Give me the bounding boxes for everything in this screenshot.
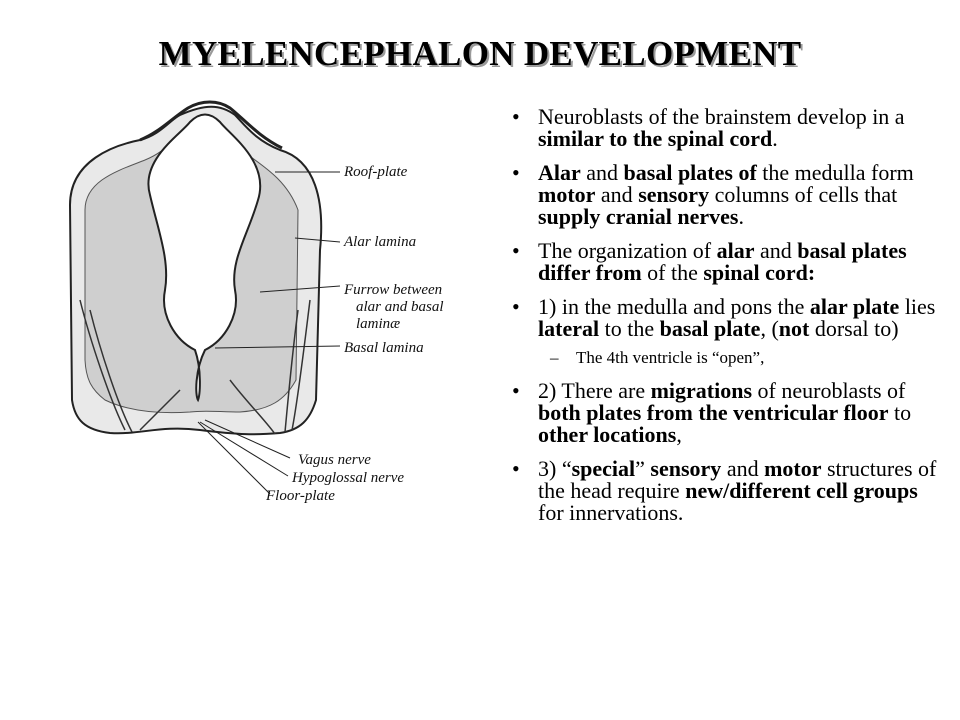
bullet-text: not [778,316,810,341]
bullet-marker: • [512,294,520,319]
bullet-item [508,240,938,284]
bullet-text: for innervations. [538,500,684,525]
bullet-marker: • [512,160,520,185]
bullet-text: lies [899,294,936,319]
bullet-text: and [595,182,639,207]
bullet-text: Alar [538,160,581,185]
bullet-text: migrations [650,378,753,403]
bullet-marker: • [512,238,520,263]
bullet-text: new/different cell groups [685,478,918,503]
sub-bullet-marker: – [550,348,559,367]
bullet-text: other locations [538,422,677,447]
label-basal-lamina: Basal lamina [344,340,424,356]
label-hypoglossal-nerve: Hypoglossal nerve [292,470,405,486]
bullet-text: basal plates differ from [538,238,907,285]
bullet-text: motor [538,182,596,207]
bullet-marker: • [512,104,520,129]
bullet-text: dorsal to) [809,316,899,341]
bullet-list [508,106,938,536]
bullet-item [508,296,938,340]
bullet-text: The organization of [538,238,717,263]
bullet-text: to the [599,316,660,341]
bullet-item [508,458,938,524]
label-alar-lamina: Alar lamina [344,234,417,250]
bullet-text: 2) There are [538,378,651,403]
bullet-text: ” [635,456,651,481]
bullet-text: lateral [538,316,600,341]
bullet-text: 1) in the medulla and pons the [538,294,810,319]
bullet-text: , [676,422,682,447]
bullet-text: alar [716,238,755,263]
bullet-text: , ( [760,316,779,341]
bullet-text: both plates from the ventricular floor [538,400,889,425]
bullet-text: the medulla form [756,160,914,185]
bullet-text: of the [641,260,704,285]
bullet-marker: • [512,378,520,403]
bullet-text: 3) “ [538,456,572,481]
bullet-text: supply cranial nerves [538,204,739,229]
bullet-item [508,106,938,150]
bullet-text: . [772,126,778,151]
bullet-text: motor [764,456,822,481]
label-vagus-nerve: Vagus nerve [298,452,371,468]
bullet-text: Neuroblasts of the brainstem develop in a [538,104,905,129]
sub-bullet-text: The 4th ventricle is “open”, [576,348,765,367]
label-furrow-2: alar and basal [356,299,444,315]
bullet-text: basal plates of [623,160,757,185]
bullet-text: of neuroblasts of [752,378,906,403]
bullet-text: structures of the head require [538,456,937,503]
bullet-text: and [754,238,798,263]
label-floor-plate: Floor-plate [266,488,335,504]
label-furrow-3: laminæ [356,316,401,332]
bullet-text: sensory [638,182,710,207]
label-roof-plate: Roof-plate [344,164,408,180]
bullet-marker: • [512,456,520,481]
myelencephalon-cross-section-diagram [30,100,490,520]
label-furrow-1: Furrow between [344,282,443,298]
bullet-text: . [738,204,744,229]
sub-bullet-item [508,348,938,368]
slide-title: MYELENCEPHALON DEVELOPMENT [158,34,802,73]
bullet-text: and [721,456,765,481]
bullet-text: alar plate [809,294,900,319]
bullet-text: spinal cord: [703,260,816,285]
bullet-item [508,162,938,228]
bullet-text: sensory [650,456,722,481]
bullet-text: to [888,400,912,425]
bullet-item [508,380,938,446]
bullet-text: basal plate [659,316,761,341]
bullet-text: columns of cells that [709,182,898,207]
bullet-text: and [580,160,624,185]
bullet-text: similar to the spinal cord [538,126,773,151]
bullet-text: special [571,456,636,481]
